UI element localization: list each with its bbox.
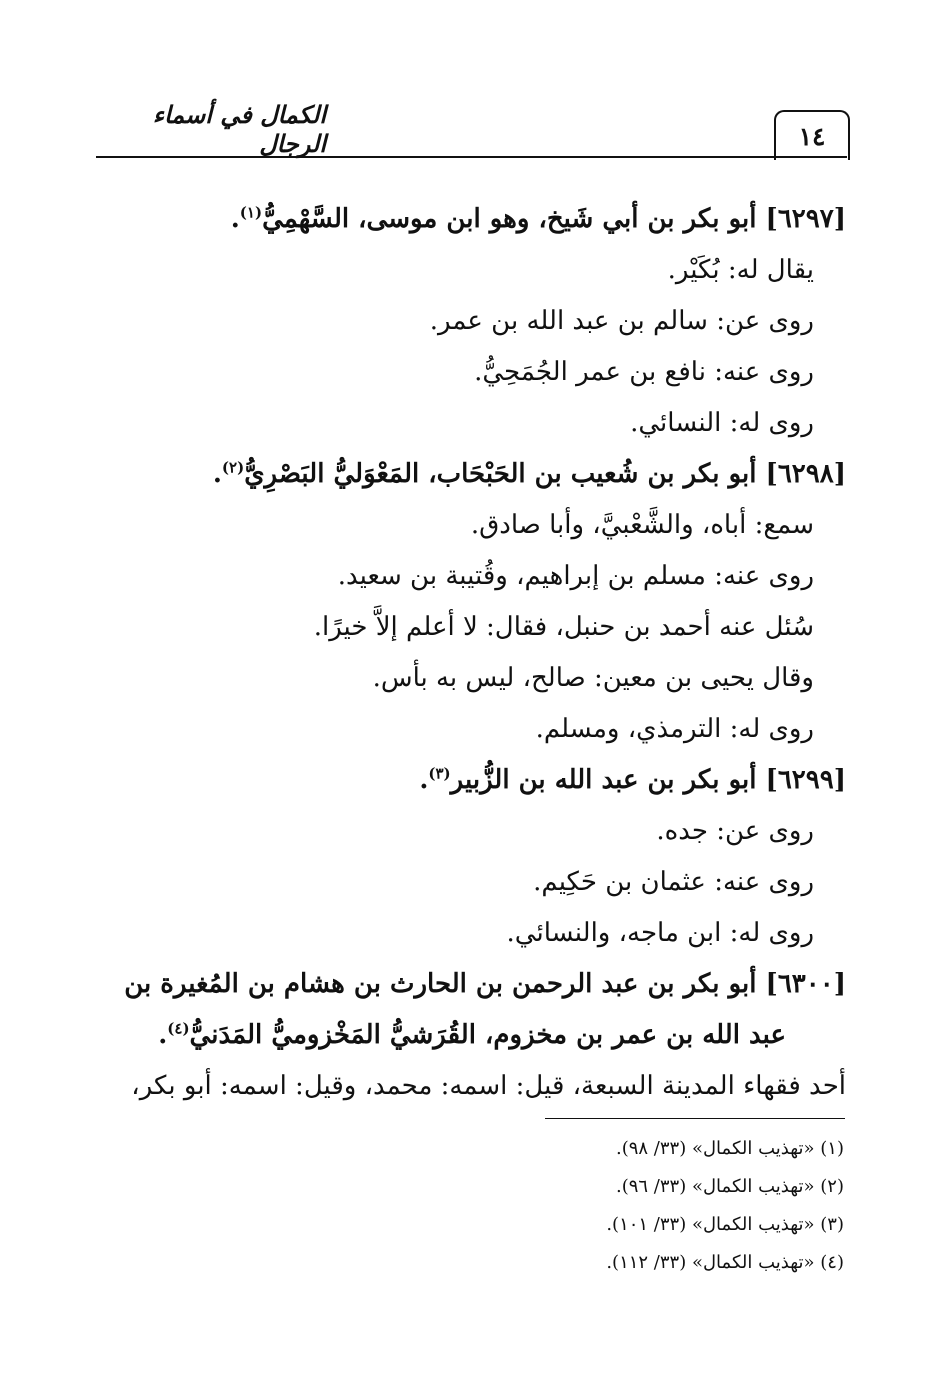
body-line: روى عن: جده. bbox=[656, 816, 814, 846]
body-line: سمع: أباه، والشَّعْبيَّ، وأبا صادق. bbox=[470, 510, 814, 540]
footnote: (١) «تهذيب الكمال» (٣٣/ ٩٨). bbox=[615, 1138, 844, 1159]
entry-heading-6297: [٦٢٩٧] أبو بكر بن أبي شَيخ، وهو ابن موسى، السَّهْمِيُّ$^{(١)}$. bbox=[230, 203, 846, 234]
footnote: (٣) «تهذيب الكمال» (٣٣/ ١٠١). bbox=[606, 1214, 844, 1235]
header-rule bbox=[96, 156, 847, 158]
entry-heading-6300-cont: عبد الله بن عمر بن مخزوم، القُرَشيُّ المَخْزوميُّ المَدَنيُّ$^{(٤)}$. bbox=[158, 1019, 786, 1050]
body-line: أحد فقهاء المدينة السبعة، قيل: اسمه: محمد، وقيل: اسمه: أبو بكر، bbox=[131, 1071, 846, 1101]
footnote-rule bbox=[545, 1118, 845, 1119]
body-line: روى له: النسائي. bbox=[630, 408, 814, 438]
body-line: روى له: الترمذي، ومسلم. bbox=[535, 714, 814, 744]
body-line: سُئل عنه أحمد بن حنبل، فقال: لا أعلم إلاَّ خيرًا. bbox=[313, 612, 814, 642]
body-line: روى عنه: نافع بن عمر الجُمَحِيُّ. bbox=[474, 357, 814, 387]
footnotes bbox=[424, 1130, 844, 1282]
footnote: (٢) «تهذيب الكمال» (٣٣/ ٩٦). bbox=[615, 1176, 844, 1197]
body-line: روى عنه: مسلم بن إبراهيم، وقُتيبة بن سعيد. bbox=[337, 561, 814, 591]
page-number-box bbox=[774, 110, 850, 160]
footnote: (٤) «تهذيب الكمال» (٣٣/ ١١٢). bbox=[606, 1252, 844, 1273]
body-line: يقال له: بُكَيْر. bbox=[667, 255, 814, 285]
running-title: الكمال في أسماء الرجال bbox=[152, 100, 326, 158]
body-line: روى عنه: عثمان بن حَكِيم. bbox=[533, 867, 814, 897]
entry-heading-6300: [٦٣٠٠] أبو بكر بن عبد الرحمن بن الحارث بن هشام بن المُغيرة بن bbox=[124, 969, 846, 999]
page-number: ١٤ bbox=[798, 121, 826, 151]
body-line: وقال يحيى بن معين: صالح، ليس به بأس. bbox=[372, 663, 814, 693]
body-line: روى عن: سالم بن عبد الله بن عمر. bbox=[429, 306, 814, 336]
body-line: روى له: ابن ماجه، والنسائي. bbox=[506, 918, 814, 948]
entry-heading-6298: [٦٢٩٨] أبو بكر بن شُعيب بن الحَبْحَاب، المَعْوَليُّ البَصْرِيُّ$^{(٢)}$. bbox=[212, 458, 846, 489]
entry-heading-6299: [٦٢٩٩] أبو بكر بن عبد الله بن الزُّبير$^{(٣)}$. bbox=[419, 764, 846, 795]
body-text bbox=[106, 194, 846, 1112]
